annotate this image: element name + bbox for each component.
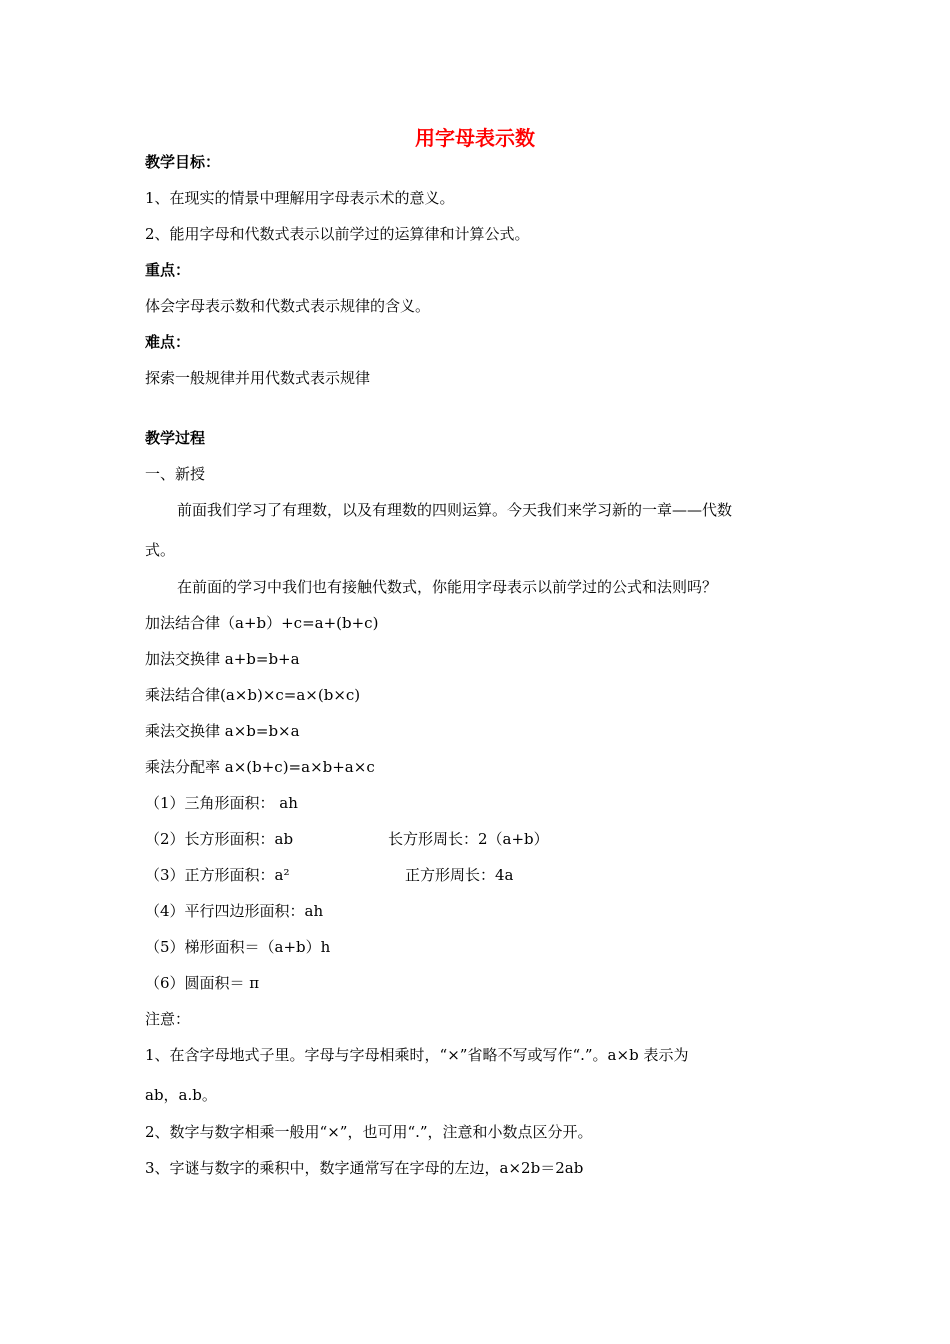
law-mul-comm: 乘法交换律 a×b=b×a (145, 722, 300, 740)
objectives-heading: 教学目标： (145, 153, 221, 171)
key-point-heading: 重点： (145, 261, 191, 279)
paragraph-intro-line1: 前面我们学习了有理数，以及有理数的四则运算。今天我们来学习新的一章——代数 (177, 501, 733, 519)
note-2: 2、数字与数字相乘一般用“×”，也可用“.”，注意和小数点区分开。 (145, 1123, 593, 1141)
note-1-line2: ab，a.b。 (145, 1086, 217, 1104)
note-3: 3、字谜与数字的乘积中，数字通常写在字母的左边，a×2b＝2ab (145, 1159, 584, 1177)
formula-triangle-area: （1）三角形面积： ah (145, 794, 298, 812)
note-1-line1: 1、在含字母地式子里。字母与字母相乘时，“×”省略不写或写作“.”。a×b 表示为 (145, 1046, 689, 1064)
formula-square-perimeter: 正方形周长：4a (405, 866, 514, 884)
formula-trapezoid-area: （5）梯形面积＝（a+b）h (145, 938, 331, 956)
formula-parallelogram-area: （4）平行四边形面积：ah (145, 902, 324, 920)
law-mul-dist: 乘法分配率 a×(b+c)=a×b+a×c (145, 758, 375, 776)
page-title: 用字母表示数 (415, 126, 535, 150)
formula-rectangle-area: （2）长方形面积：ab (145, 830, 294, 848)
key-point-text: 体会字母表示数和代数式表示规律的含义。 (145, 297, 431, 315)
paragraph-question: 在前面的学习中我们也有接触代数式，你能用字母表示以前学过的公式和法则吗？ (177, 578, 718, 596)
paragraph-intro-line2: 式。 (145, 541, 176, 559)
law-add-comm: 加法交换律 a+b=b+a (145, 650, 300, 668)
difficulty-text: 探索一般规律并用代数式表示规律 (145, 369, 371, 387)
formula-square-area: （3）正方形面积：a² (145, 866, 290, 884)
notes-heading: 注意： (145, 1010, 191, 1028)
objective-item-1: 1、在现实的情景中理解用字母表示术的意义。 (145, 189, 455, 207)
formula-circle-area: （6）圆面积＝ π (145, 974, 260, 992)
objective-item-2: 2、能用字母和代数式表示以前学过的运算律和计算公式。 (145, 225, 530, 243)
formula-rectangle-perimeter: 长方形周长：2（a+b） (388, 830, 549, 848)
process-heading: 教学过程 (145, 429, 206, 447)
difficulty-heading: 难点： (145, 333, 191, 351)
law-mul-assoc: 乘法结合律(a×b)×c=a×(b×c) (145, 686, 361, 704)
law-add-assoc: 加法结合律（a+b）+c=a+(b+c) (145, 614, 379, 632)
section-new-lesson: 一、新授 (145, 465, 206, 483)
